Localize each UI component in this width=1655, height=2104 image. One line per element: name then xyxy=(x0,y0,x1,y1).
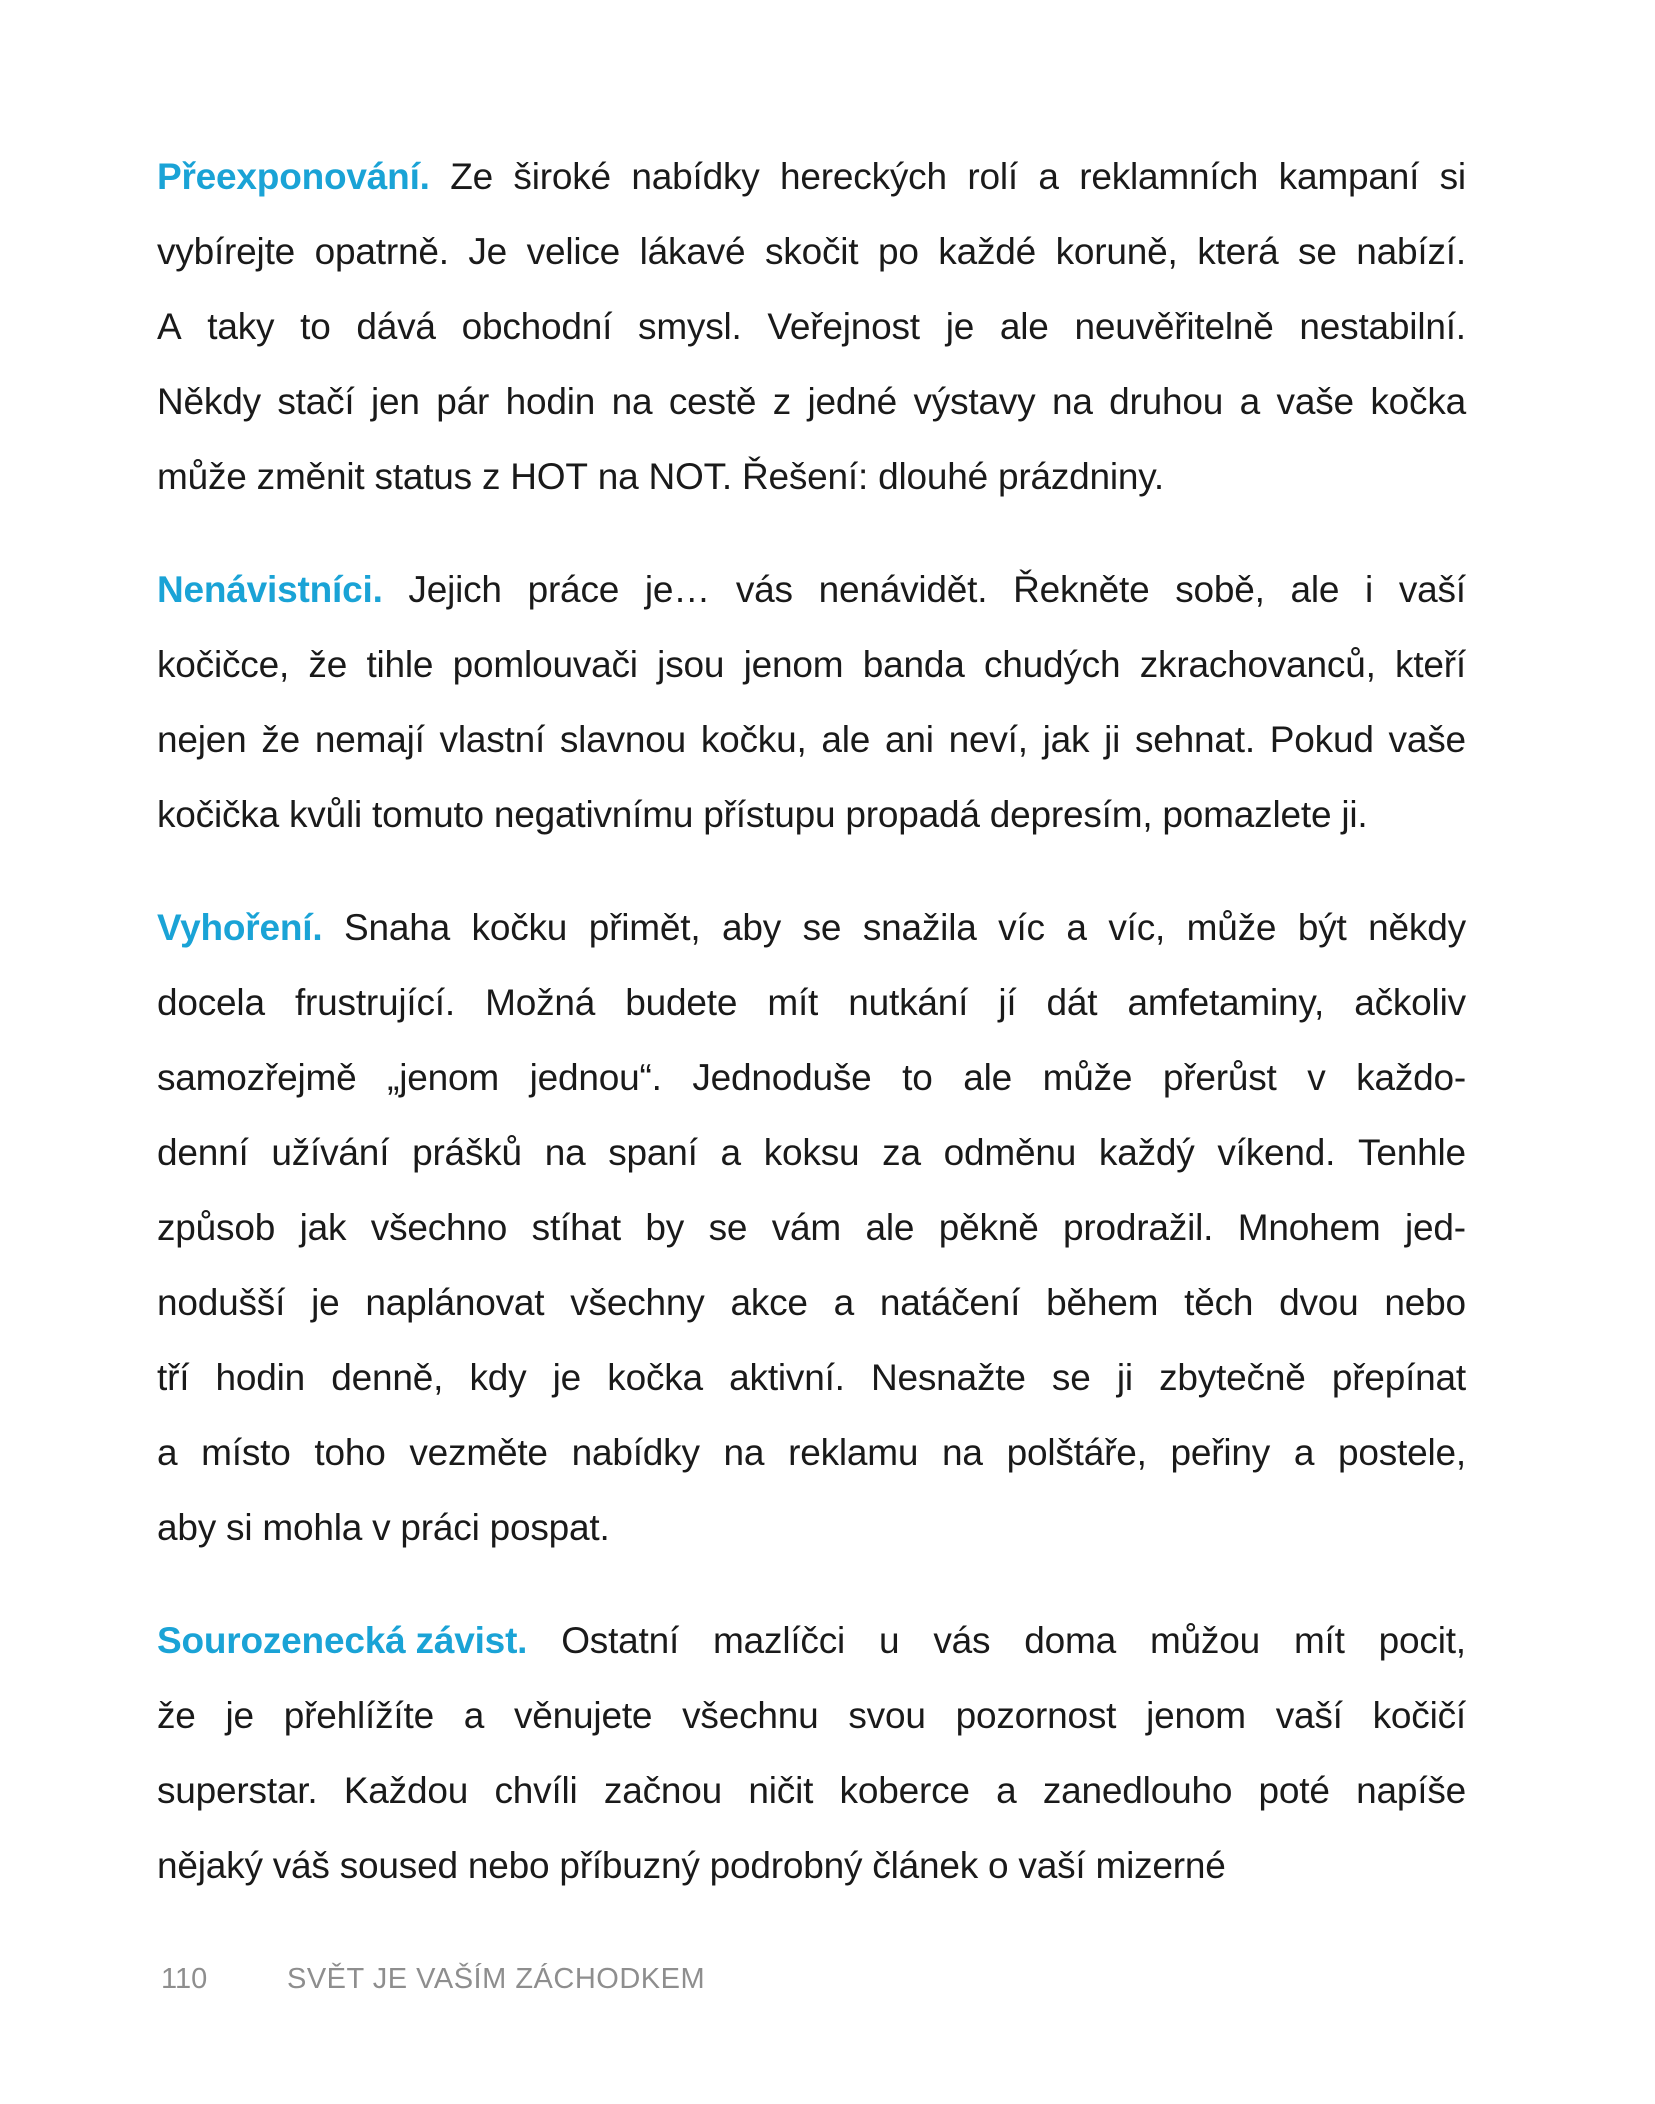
word: rolí xyxy=(967,156,1018,197)
word: stíhat xyxy=(531,1207,621,1248)
paragraph xyxy=(157,890,1466,1565)
word: a xyxy=(1066,907,1087,948)
word: druhou xyxy=(1109,381,1224,422)
word: za xyxy=(882,1132,921,1173)
paragraph xyxy=(157,552,1466,852)
word: HOT xyxy=(510,456,588,497)
word: zkrachovanců, xyxy=(1139,644,1376,685)
paragraph xyxy=(157,1603,1466,1903)
word: ani xyxy=(884,719,934,760)
word: každý xyxy=(1098,1132,1195,1173)
word: amfetaminy, xyxy=(1127,982,1325,1023)
word: nemají xyxy=(314,719,425,760)
word: jenom xyxy=(743,644,844,685)
word: vás xyxy=(933,1620,991,1661)
word: u xyxy=(878,1620,900,1661)
word: hereckých xyxy=(780,156,947,197)
word: obchodní xyxy=(461,306,613,347)
word: ji. xyxy=(1341,794,1368,835)
word: banda xyxy=(862,644,965,685)
word: smysl. xyxy=(638,306,742,347)
word: doma xyxy=(1024,1620,1116,1661)
text-line xyxy=(157,627,1466,702)
word: A xyxy=(157,306,182,347)
word: po xyxy=(877,231,919,272)
word: mohla xyxy=(262,1507,363,1548)
word: užívání xyxy=(271,1132,390,1173)
word: dává xyxy=(356,306,436,347)
word: Řešení: xyxy=(741,456,869,497)
word: Je xyxy=(468,231,508,272)
word: široké xyxy=(513,156,611,197)
word: a xyxy=(157,1432,178,1473)
word: a xyxy=(1293,1432,1315,1473)
word: denní xyxy=(157,1132,249,1173)
word: polštáře, xyxy=(1006,1432,1147,1473)
word: kočku xyxy=(471,907,568,948)
word: kdy xyxy=(469,1357,527,1398)
word: tomuto xyxy=(371,794,484,835)
text-line xyxy=(157,289,1466,364)
word: chudých xyxy=(983,644,1121,685)
word: soused xyxy=(339,1845,458,1886)
word: aby xyxy=(157,1507,217,1548)
word: spaní xyxy=(608,1132,698,1173)
word: reklamu xyxy=(788,1432,919,1473)
word: a xyxy=(1038,156,1059,197)
text-line xyxy=(157,1828,1466,1903)
word: Někdy xyxy=(157,381,261,422)
text-line xyxy=(157,1190,1466,1265)
word: v xyxy=(372,1507,391,1548)
word: koruně, xyxy=(1055,231,1178,272)
word: jedné xyxy=(807,381,898,422)
word: vaší xyxy=(1018,1845,1086,1886)
word: nebo xyxy=(1384,1282,1466,1323)
word: reklamních xyxy=(1079,156,1259,197)
paragraph-lead-heading: Vyhoření. xyxy=(157,907,323,948)
word: na xyxy=(597,456,639,497)
word: se xyxy=(708,1207,748,1248)
text-line xyxy=(157,214,1466,289)
word: aby xyxy=(721,907,782,948)
word: budete xyxy=(625,982,738,1023)
word: přístupu xyxy=(703,794,836,835)
body-text-column xyxy=(157,139,1466,1941)
word: Mnohem xyxy=(1237,1207,1381,1248)
paragraph xyxy=(157,139,1466,514)
word: pozornost xyxy=(955,1695,1117,1736)
word: negativnímu xyxy=(493,794,694,835)
word: superstar. xyxy=(157,1770,318,1811)
word: hodin xyxy=(215,1357,306,1398)
word: kočku, xyxy=(700,719,807,760)
word: odměnu xyxy=(943,1132,1077,1173)
word: se xyxy=(1051,1357,1091,1398)
text-line xyxy=(157,1753,1466,1828)
word: mít xyxy=(767,982,819,1023)
word: ničit xyxy=(748,1770,814,1811)
text-line xyxy=(157,1603,1466,1678)
word: natáčení xyxy=(879,1282,1021,1323)
word: všechny xyxy=(570,1282,705,1323)
word: to xyxy=(902,1057,933,1098)
word: jsou xyxy=(657,644,725,685)
word: pospat. xyxy=(489,1507,610,1548)
word: nějaký xyxy=(157,1845,263,1886)
word: věnujete xyxy=(514,1695,653,1736)
word: nebo xyxy=(467,1845,550,1886)
word: Řekněte xyxy=(1013,569,1150,610)
word: práce xyxy=(527,569,620,610)
text-line xyxy=(157,1340,1466,1415)
word: snažila xyxy=(862,907,977,948)
word: vaše xyxy=(1276,381,1354,422)
word: zanedlouho xyxy=(1042,1770,1233,1811)
word: svou xyxy=(848,1695,926,1736)
word: sobě, xyxy=(1175,569,1265,610)
word: místo xyxy=(201,1432,291,1473)
word: příbuzný xyxy=(559,1845,700,1886)
word: je… xyxy=(644,569,711,610)
word: někdy xyxy=(1368,907,1466,948)
word: Veřejnost xyxy=(767,306,920,347)
word: všechno xyxy=(370,1207,508,1248)
word: propadá xyxy=(845,794,980,835)
word: jak xyxy=(1042,719,1090,760)
word: prodražil. xyxy=(1063,1207,1214,1248)
word: velice xyxy=(526,231,621,272)
word: během xyxy=(1046,1282,1159,1323)
word: vaší xyxy=(1275,1695,1343,1736)
word: všechnu xyxy=(682,1695,819,1736)
word: i xyxy=(1365,569,1374,610)
word: nabídky xyxy=(631,156,760,197)
word: nabídky xyxy=(571,1432,700,1473)
word: jen xyxy=(370,381,420,422)
word: frustrující. xyxy=(294,982,455,1023)
word: změnit xyxy=(256,456,365,497)
word: Jejich xyxy=(408,569,502,610)
word: podrobný xyxy=(709,1845,863,1886)
word: kočičí xyxy=(1372,1695,1466,1736)
word: neuvěřitelně xyxy=(1074,306,1274,347)
word: ji xyxy=(1116,1357,1133,1398)
word: pomlouvači xyxy=(452,644,638,685)
word: prášků xyxy=(412,1132,522,1173)
word: že xyxy=(157,1695,196,1736)
word: nestabilní. xyxy=(1299,306,1466,347)
word: je xyxy=(552,1357,582,1398)
word: naplánovat xyxy=(365,1282,545,1323)
word: kočka xyxy=(607,1357,703,1398)
word: dát xyxy=(1046,982,1098,1023)
word: se xyxy=(1298,231,1337,272)
word: způsob xyxy=(157,1207,276,1248)
word: kočičce, xyxy=(157,644,290,685)
word: může xyxy=(1186,907,1277,948)
text-line xyxy=(157,890,1466,965)
text-line xyxy=(157,552,1466,627)
word: kteří xyxy=(1395,644,1466,685)
word: na xyxy=(611,381,653,422)
word: mizerné xyxy=(1095,1845,1226,1886)
word: zbytečně xyxy=(1159,1357,1306,1398)
word: je xyxy=(945,306,975,347)
word: se xyxy=(802,907,842,948)
word: že xyxy=(308,644,348,685)
text-line xyxy=(157,139,1466,214)
word: opatrně. xyxy=(314,231,449,272)
word: status xyxy=(374,456,472,497)
word: denně, xyxy=(331,1357,444,1398)
word: Tenhle xyxy=(1358,1132,1466,1173)
word: dvou xyxy=(1279,1282,1359,1323)
word: pěkně xyxy=(938,1207,1039,1248)
word: jak xyxy=(299,1207,347,1248)
word: být xyxy=(1297,907,1347,948)
text-line xyxy=(157,1040,1466,1115)
word: slavnou xyxy=(559,719,687,760)
word: Nesnažte xyxy=(870,1357,1026,1398)
word: ji xyxy=(1104,719,1121,760)
word: jed- xyxy=(1404,1207,1466,1248)
word: sehnat. xyxy=(1134,719,1255,760)
word: NOT. xyxy=(648,456,732,497)
word: práci xyxy=(400,1507,480,1548)
word: neví, xyxy=(948,719,1028,760)
word: Možná xyxy=(485,982,596,1023)
word: přimět, xyxy=(588,907,701,948)
word: na xyxy=(1051,381,1093,422)
word: vlastní xyxy=(439,719,546,760)
word: v xyxy=(1307,1057,1326,1098)
word: která xyxy=(1197,231,1279,272)
word: peřiny xyxy=(1170,1432,1271,1473)
word: kvůli xyxy=(288,794,362,835)
text-line xyxy=(157,439,1466,514)
word: nabízí. xyxy=(1356,231,1466,272)
word: akce xyxy=(730,1282,808,1323)
word: mazlíčci xyxy=(713,1620,846,1661)
word: jí xyxy=(998,982,1017,1023)
word: článek xyxy=(872,1845,979,1886)
word: pomazlete xyxy=(1162,794,1332,835)
paragraph-lead-heading: Přeexponování. xyxy=(157,156,430,197)
word: Snaha xyxy=(343,907,450,948)
word: nenávidět. xyxy=(818,569,988,610)
word: koberce xyxy=(839,1770,970,1811)
word: hodin xyxy=(505,381,596,422)
word: jednou“. xyxy=(529,1057,662,1098)
word: tihle xyxy=(366,644,434,685)
word: můžou xyxy=(1149,1620,1260,1661)
word: nejen xyxy=(157,719,247,760)
word: Ostatní xyxy=(561,1620,680,1661)
page-footer xyxy=(161,1959,705,1999)
word: koksu xyxy=(763,1132,860,1173)
word: depresím, xyxy=(989,794,1153,835)
word: o xyxy=(988,1845,1009,1886)
word: kočka xyxy=(1370,381,1466,422)
word: může xyxy=(157,456,247,497)
word: vaše xyxy=(1388,719,1466,760)
word: aktivní. xyxy=(729,1357,845,1398)
word: ačkoliv xyxy=(1354,982,1466,1023)
word: a xyxy=(996,1770,1017,1811)
word: prázdniny. xyxy=(997,456,1164,497)
text-line xyxy=(157,965,1466,1040)
word: napíše xyxy=(1356,1770,1466,1811)
word: víkend. xyxy=(1217,1132,1336,1173)
word: poté xyxy=(1258,1770,1330,1811)
word: těch xyxy=(1184,1282,1254,1323)
word: stačí xyxy=(277,381,355,422)
word: vezměte xyxy=(409,1432,548,1473)
word: mít xyxy=(1293,1620,1345,1661)
word: dlouhé xyxy=(878,456,988,497)
text-line xyxy=(157,777,1466,852)
word: Každou xyxy=(343,1770,469,1811)
text-line xyxy=(157,1115,1466,1190)
word: ale xyxy=(963,1057,1012,1098)
word: si xyxy=(1439,156,1466,197)
word: že xyxy=(261,719,301,760)
word: toho xyxy=(314,1432,386,1473)
word: cestě xyxy=(668,381,757,422)
word: Ze xyxy=(450,156,493,197)
word: nutkání xyxy=(848,982,969,1023)
word: a xyxy=(463,1695,485,1736)
word: vám xyxy=(771,1207,842,1248)
word: vybírejte xyxy=(157,231,296,272)
word: chvíli xyxy=(494,1770,578,1811)
word: váš xyxy=(272,1845,330,1886)
word: Jednoduše xyxy=(692,1057,872,1098)
word: víc, xyxy=(1108,907,1166,948)
word: z xyxy=(772,381,792,422)
word: lákavé xyxy=(639,231,746,272)
word: vás xyxy=(735,569,793,610)
text-line xyxy=(157,702,1466,777)
word: každo- xyxy=(1356,1057,1466,1098)
word: kampaní xyxy=(1278,156,1420,197)
page-number: 110 xyxy=(161,1963,208,1995)
word: je xyxy=(225,1695,254,1736)
word: ale xyxy=(999,306,1049,347)
word: jenom xyxy=(1146,1695,1246,1736)
word: z xyxy=(481,456,501,497)
word: by xyxy=(645,1207,685,1248)
word: výstavy xyxy=(913,381,1036,422)
word: ale xyxy=(821,719,871,760)
word: pocit, xyxy=(1378,1620,1466,1661)
paragraph-lead-heading: Nenávistníci. xyxy=(157,569,383,610)
word: přehlížíte xyxy=(283,1695,434,1736)
word: začnou xyxy=(603,1770,723,1811)
word: každé xyxy=(938,231,1037,272)
word: na xyxy=(723,1432,765,1473)
word: může xyxy=(1042,1057,1133,1098)
word: ale xyxy=(865,1207,915,1248)
word: pár xyxy=(436,381,490,422)
word: to xyxy=(300,306,331,347)
word: vaší xyxy=(1398,569,1466,610)
text-line xyxy=(157,1490,1466,1565)
word: tří xyxy=(157,1357,190,1398)
word: docela xyxy=(157,982,265,1023)
word: na xyxy=(942,1432,983,1473)
word: přerůst xyxy=(1162,1057,1277,1098)
text-line xyxy=(157,1415,1466,1490)
text-line xyxy=(157,364,1466,439)
word: nodušší xyxy=(157,1282,286,1323)
word: Pokud xyxy=(1269,719,1374,760)
word: samozřejmě xyxy=(157,1057,357,1098)
word: je xyxy=(311,1282,340,1323)
word: si xyxy=(226,1507,253,1548)
word: a xyxy=(720,1132,741,1173)
word: taky xyxy=(207,306,275,347)
paragraph-lead-heading: Sourozenecká závist. xyxy=(157,1620,528,1661)
text-line xyxy=(157,1265,1466,1340)
word: ale xyxy=(1290,569,1340,610)
word: „jenom xyxy=(387,1057,499,1098)
word: víc xyxy=(998,907,1045,948)
text-line xyxy=(157,1678,1466,1753)
word: přepínat xyxy=(1331,1357,1466,1398)
word: na xyxy=(544,1132,586,1173)
word: skočit xyxy=(764,231,859,272)
word: kočička xyxy=(157,794,279,835)
word: a xyxy=(833,1282,855,1323)
running-title: SVĚT JE VAŠÍM ZÁCHODKEM xyxy=(287,1963,706,1995)
word: a xyxy=(1239,381,1261,422)
word: postele, xyxy=(1337,1432,1466,1473)
